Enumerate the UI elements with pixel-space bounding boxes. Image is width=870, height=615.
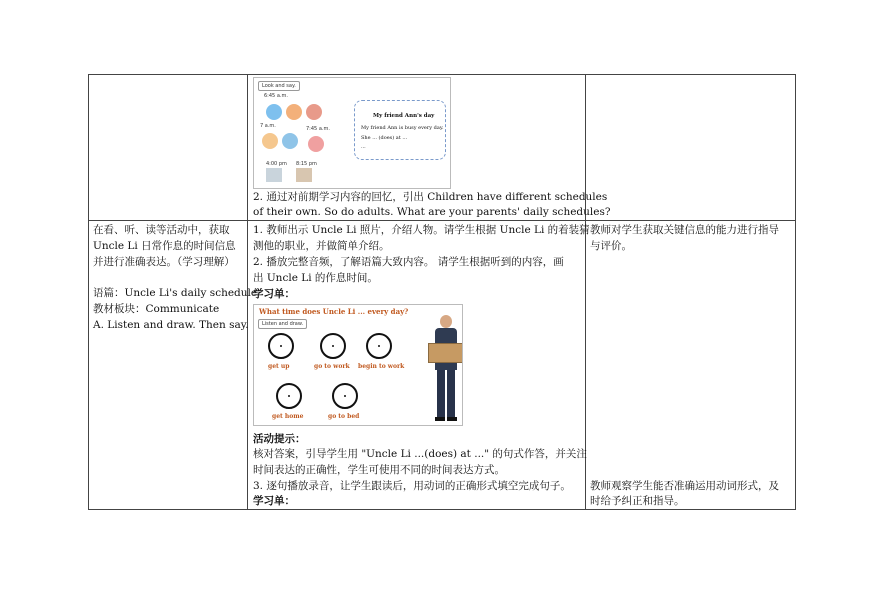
clock-icon: [320, 333, 346, 359]
time-label: 7 a.m.: [260, 123, 276, 129]
activity-picture: [266, 168, 282, 182]
step2-text: 2. 通过对前期学习内容的回忆，引出 Children have different schedules: [253, 191, 608, 203]
step2-text: 2. 播放完整音频，了解语篇大致内容。 请学生根据听到的内容，画: [253, 256, 564, 268]
clock-icon: [332, 383, 358, 409]
clock-icon: [276, 383, 302, 409]
clock-icon: [366, 333, 392, 359]
child-picture: [262, 133, 278, 149]
clock-label: go to work: [314, 363, 350, 370]
activity-picture: [296, 168, 312, 182]
step1-text: 1. 教师出示 Uncle Li 照片，介绍人物。请学生根据 Uncle Li 的着装猜: [253, 224, 590, 236]
time-label: 8:15 pm: [296, 161, 317, 167]
step3-text: 3. 逐句播放录音，让学生跟读后，用动词的正确形式填空完成句子。: [253, 480, 571, 492]
objective-text: Uncle Li 日常作息的时间信息: [93, 240, 236, 252]
clock-label: go to bed: [328, 413, 360, 420]
assessment-text: 时给予纠正和指导。: [590, 495, 685, 507]
listen-and-draw-label: Listen and draw.: [258, 319, 307, 329]
clock-icon: [268, 333, 294, 359]
section-label: 教材板块：Communicate: [93, 303, 220, 315]
listen-and-draw-slide: [253, 304, 463, 426]
assessment-text: 与评价。: [590, 240, 632, 252]
step2-text: of their own. So do adults. What are your parents' daily schedules?: [253, 206, 611, 218]
assessment-text: 教师观察学生能否准确运用动词形式，及: [590, 480, 779, 492]
uncle-li-picture: [432, 315, 460, 423]
child-picture: [306, 104, 322, 120]
worksheet-label: 学习单：: [253, 495, 295, 507]
activity-label: A. Listen and draw. Then say.: [93, 319, 249, 331]
tip-text: 核对答案，引导学生用 "Uncle Li ...(does) at ..." 的句式作答，并关注: [253, 448, 587, 460]
child-picture: [282, 133, 298, 149]
tip-label: 活动提示：: [253, 433, 306, 445]
child-picture: [266, 104, 282, 120]
time-label: 6:45 a.m.: [264, 93, 288, 99]
tip-text: 时间表达的正确性，学生可使用不同的时间表达方式。: [253, 464, 505, 476]
objective-text: 在看、听、读等活动中，获取: [93, 224, 230, 236]
card-line: She ... (does) at ...: [361, 135, 408, 141]
text-label: 语篇：Uncle Li's daily schedule: [93, 287, 258, 299]
look-and-say-slide: [253, 77, 451, 189]
time-label: 4:00 pm: [266, 161, 287, 167]
clock-label: begin to work: [358, 363, 405, 370]
child-picture: [308, 136, 324, 152]
objective-text: 并进行准确表达。（学习理解）: [93, 256, 235, 268]
time-label: 7:45 a.m.: [306, 126, 330, 132]
assessment-text: 教师对学生获取关键信息的能力进行指导: [590, 224, 779, 236]
lesson-table: [88, 74, 796, 510]
child-picture: [286, 104, 302, 120]
clock-label: get home: [272, 413, 304, 420]
look-and-say-label: Look and say.: [258, 81, 300, 91]
card-line: My friend Ann is busy every day.: [361, 125, 444, 131]
ann-day-card: [354, 100, 446, 160]
clock-label: get up: [268, 363, 290, 370]
step2-text: 出 Uncle Li 的作息时间。: [253, 272, 378, 284]
step1-text: 测他的职业，并做简单介绍。: [253, 240, 390, 252]
slide-title: What time does Uncle Li ... every day?: [259, 307, 409, 316]
worksheet-label: 学习单：: [253, 288, 295, 300]
column-divider: [585, 75, 586, 509]
card-line: ...: [361, 144, 366, 150]
card-title: My friend Ann's day: [373, 113, 435, 119]
